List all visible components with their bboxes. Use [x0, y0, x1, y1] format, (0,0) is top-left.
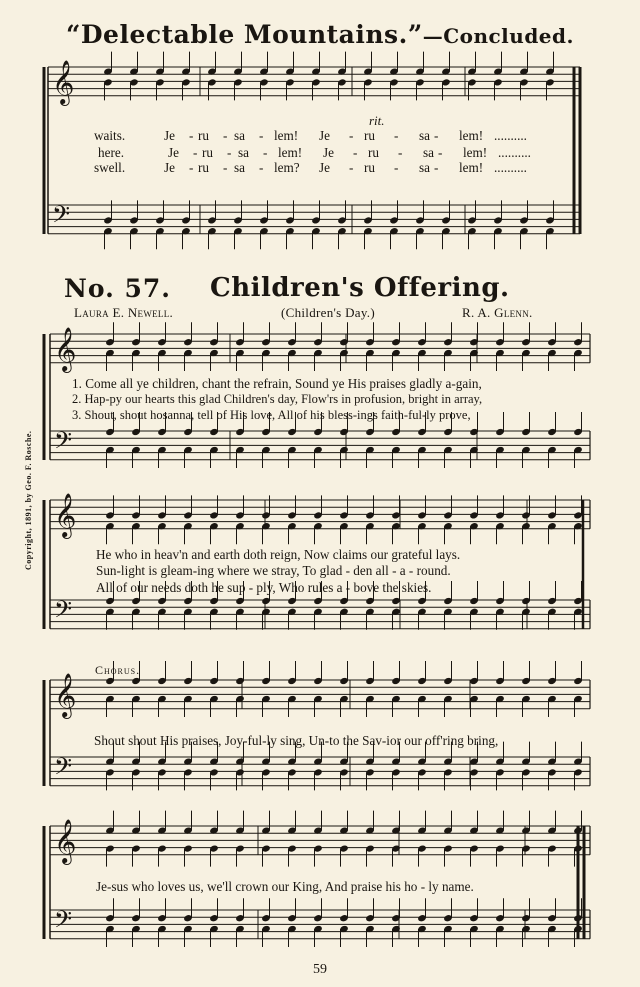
lyric-syllable: waits. [94, 128, 126, 143]
lyric-syllable: - [189, 160, 194, 175]
svg-text:𝄢: 𝄢 [54, 752, 73, 786]
svg-text:𝄞: 𝄞 [52, 59, 75, 104]
extension-dots: .......... [494, 128, 527, 143]
lyric-syllable: here. [98, 145, 124, 160]
lyric-syllable: - [394, 160, 399, 175]
lyric-syllable: sa [234, 128, 245, 143]
lyric-syllable: Je [319, 160, 330, 175]
chorus-line-1: Shout shout His praises, Joy-ful-ly sing, Un-to the Sav-ior our off'ring bring, [94, 733, 499, 748]
verse-1-line-2: He who in heav'n and earth doth reign, Now claims our grateful lays. [96, 547, 461, 562]
lyric-syllable: Je [164, 128, 175, 143]
extension-dots: .......... [498, 145, 531, 160]
occasion-note: (Children's Day.) [281, 305, 375, 320]
lyric-syllable: sa [238, 145, 249, 160]
lyric-syllable: ru [364, 128, 375, 143]
lyric-syllable: lem! [278, 145, 303, 160]
lyric-syllable: - [353, 145, 358, 160]
hymn-title: Children's Offering. [210, 273, 510, 303]
verse-1-line-1: 1. Come all ye children, chant the refrain, Sound ye His praises gladly a-gain, [72, 376, 482, 391]
verse-2-line-1: 2. Hap-py our hearts this glad Children's day, Flow'rs in profusion, bright in array, [72, 392, 483, 406]
lyric-syllable: - [349, 128, 354, 143]
lyric-syllable: Je [164, 160, 175, 175]
lyric-syllable: Je [168, 145, 179, 160]
extension-dots: .......... [494, 160, 527, 175]
hymn-title-continued: “Delectable Mountains.” [66, 20, 423, 49]
verse-2-line-2: Sun-light is gleam-ing where we stray, To glad - den all - a - round. [96, 563, 451, 578]
lyric-syllable: ru [368, 145, 379, 160]
page-number: 59 [313, 962, 327, 977]
lyric-syllable: lem! [463, 145, 488, 160]
svg-text:𝄢: 𝄢 [54, 595, 73, 629]
verse-3-line-1: 3. Shout, shout hosanna, tell of His love, All of his bless-ings faith-ful-ly prove, [72, 408, 471, 422]
lyric-syllable: ru [198, 128, 209, 143]
lyric-syllable: Je [319, 128, 330, 143]
svg-text:𝄞: 𝄞 [54, 672, 77, 717]
lyric-syllable: ru [364, 160, 375, 175]
concluded-label: —Concluded. [422, 24, 574, 48]
lyric-syllable: - [227, 145, 232, 160]
lyric-syllable: - [394, 128, 399, 143]
lyric-syllable: sa [423, 145, 434, 160]
svg-text:𝄢: 𝄢 [54, 905, 73, 939]
composer-credit: R. A. Glenn. [462, 305, 533, 320]
lyric-syllable: Je [323, 145, 334, 160]
svg-text:𝄢: 𝄢 [52, 200, 71, 234]
lyric-syllable: - [193, 145, 198, 160]
ritardando-mark: rit. [369, 113, 385, 128]
chorus-line-2: Je-sus who loves us, we'll crown our King, And praise his ho - ly name. [96, 879, 474, 894]
lyric-syllable: - [223, 128, 228, 143]
lyric-syllable: - [259, 128, 264, 143]
svg-text:𝄢: 𝄢 [54, 426, 73, 460]
verse-3-line-2: All of our needs doth he sup - ply, Who rules a - bove the skies. [96, 580, 432, 595]
lyric-syllable: lem! [274, 128, 299, 143]
lyric-syllable: - [434, 160, 439, 175]
lyric-syllable: - [434, 128, 439, 143]
chorus-label: Chorus. [95, 663, 141, 677]
lyric-syllable: sa [419, 160, 430, 175]
lyric-syllable: - [189, 128, 194, 143]
lyric-syllable: lem? [274, 160, 300, 175]
page-title [0, 20, 640, 49]
lyric-syllable: sa [419, 128, 430, 143]
svg-text:𝄞: 𝄞 [54, 818, 77, 863]
hymn-number: No. 57. [64, 274, 171, 303]
lyric-syllable: ru [202, 145, 213, 160]
copyright-notice: Copyright, 1891, by Geo. F. Rosche. [24, 430, 33, 570]
lyric-syllable: - [438, 145, 443, 160]
svg-text:𝄞: 𝄞 [54, 492, 77, 537]
lyric-syllable: lem! [459, 160, 484, 175]
lyric-syllable: - [398, 145, 403, 160]
lyric-syllable: sa [234, 160, 245, 175]
lyric-syllable: ru [198, 160, 209, 175]
lyric-syllable: - [223, 160, 228, 175]
svg-text:𝄞: 𝄞 [54, 326, 77, 371]
lyric-syllable: - [263, 145, 268, 160]
lyric-syllable: lem! [459, 128, 484, 143]
lyric-syllable: swell. [94, 160, 126, 175]
author-credit: Laura E. Newell. [74, 305, 174, 320]
lyric-syllable: - [259, 160, 264, 175]
lyric-syllable: - [349, 160, 354, 175]
